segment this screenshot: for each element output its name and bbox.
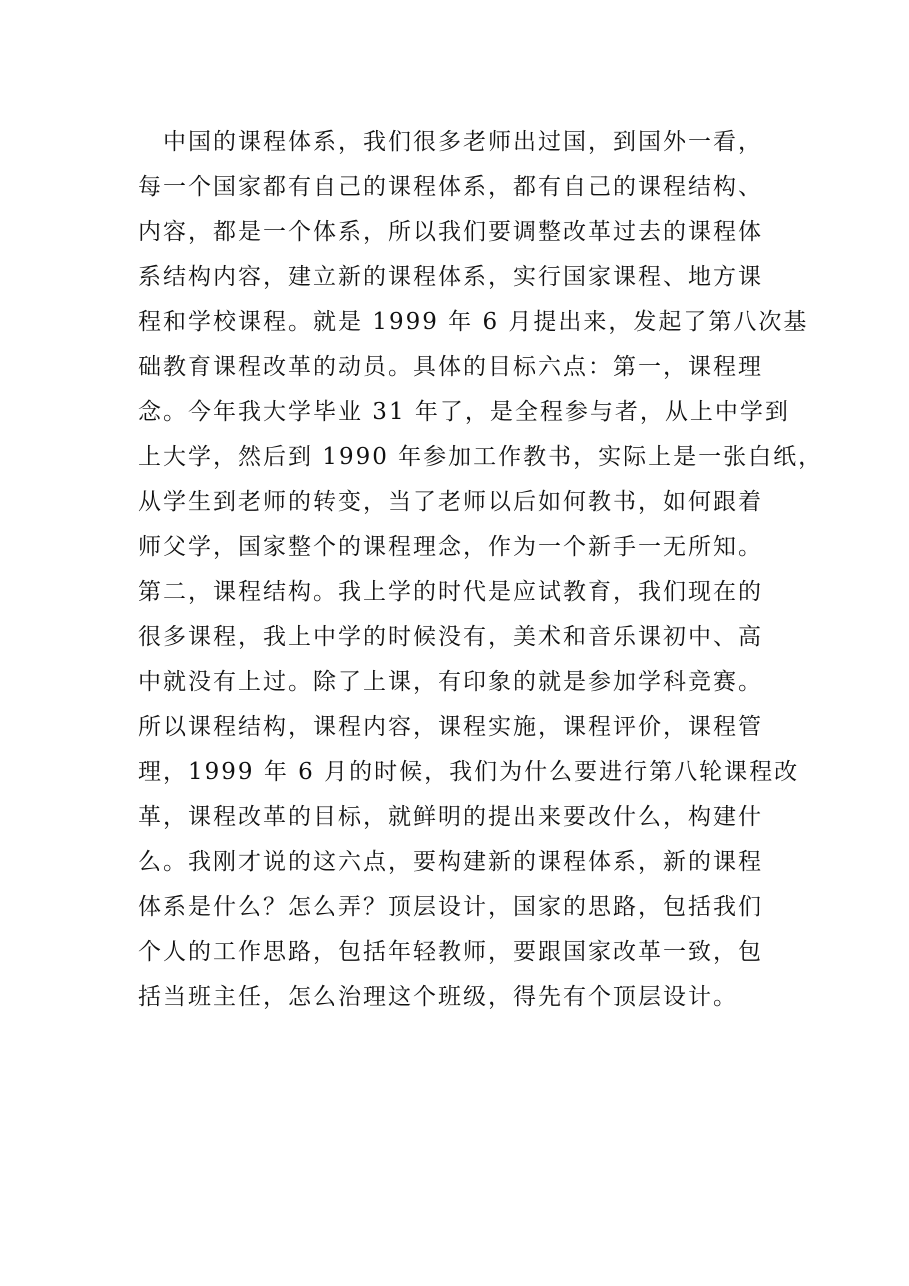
- text-line: 内容，都是一个体系，所以我们要调整改革过去的课程体: [138, 219, 763, 245]
- text-line: 括当班主任，怎么治理这个班级，得先有个顶层设计。: [138, 984, 738, 1010]
- text-line: 很多课程，我上中学的时候没有，美术和音乐课初中、高: [138, 624, 763, 650]
- text-line: 上大学，然后到 1990 年参加工作教书，实际上是一张白纸，: [138, 444, 824, 470]
- text-line: 第二，课程结构。我上学的时代是应试教育，我们现在的: [138, 579, 763, 605]
- text-line: 念。今年我大学毕业 31 年了，是全程参与者，从上中学到: [138, 399, 790, 425]
- text-line: 个人的工作思路，包括年轻教师，要跟国家改革一致，包: [138, 939, 763, 965]
- text-line: 中国的课程体系，我们很多老师出过国，到国外一看，: [138, 129, 763, 155]
- text-line: 每一个国家都有自己的课程体系，都有自己的课程结构、: [138, 174, 763, 200]
- text-line: 所以课程结构，课程内容，课程实施，课程评价，课程管: [138, 714, 763, 740]
- text-line: 体系是什么？怎么弄？顶层设计，国家的思路，包括我们: [138, 894, 763, 920]
- text-line: 么。我刚才说的这六点，要构建新的课程体系，新的课程: [138, 849, 763, 875]
- text-line: 理，1999 年 6 月的时候，我们为什么要进行第八轮课程改: [138, 759, 800, 785]
- text-line: 革，课程改革的目标，就鲜明的提出来要改什么，构建什: [138, 804, 763, 830]
- text-line: 程和学校课程。就是 1999 年 6 月提出来，发起了第八次基: [138, 309, 809, 335]
- text-line: 础教育课程改革的动员。具体的目标六点：第一，课程理: [138, 354, 763, 380]
- text-line: 系结构内容，建立新的课程体系，实行国家课程、地方课: [138, 264, 763, 290]
- text-line: 师父学，国家整个的课程理念，作为一个新手一无所知。: [138, 534, 763, 560]
- text-line: 中就没有上过。除了上课，有印象的就是参加学科竞赛。: [138, 669, 763, 695]
- text-line: 从学生到老师的转变，当了老师以后如何教书，如何跟着: [138, 489, 763, 515]
